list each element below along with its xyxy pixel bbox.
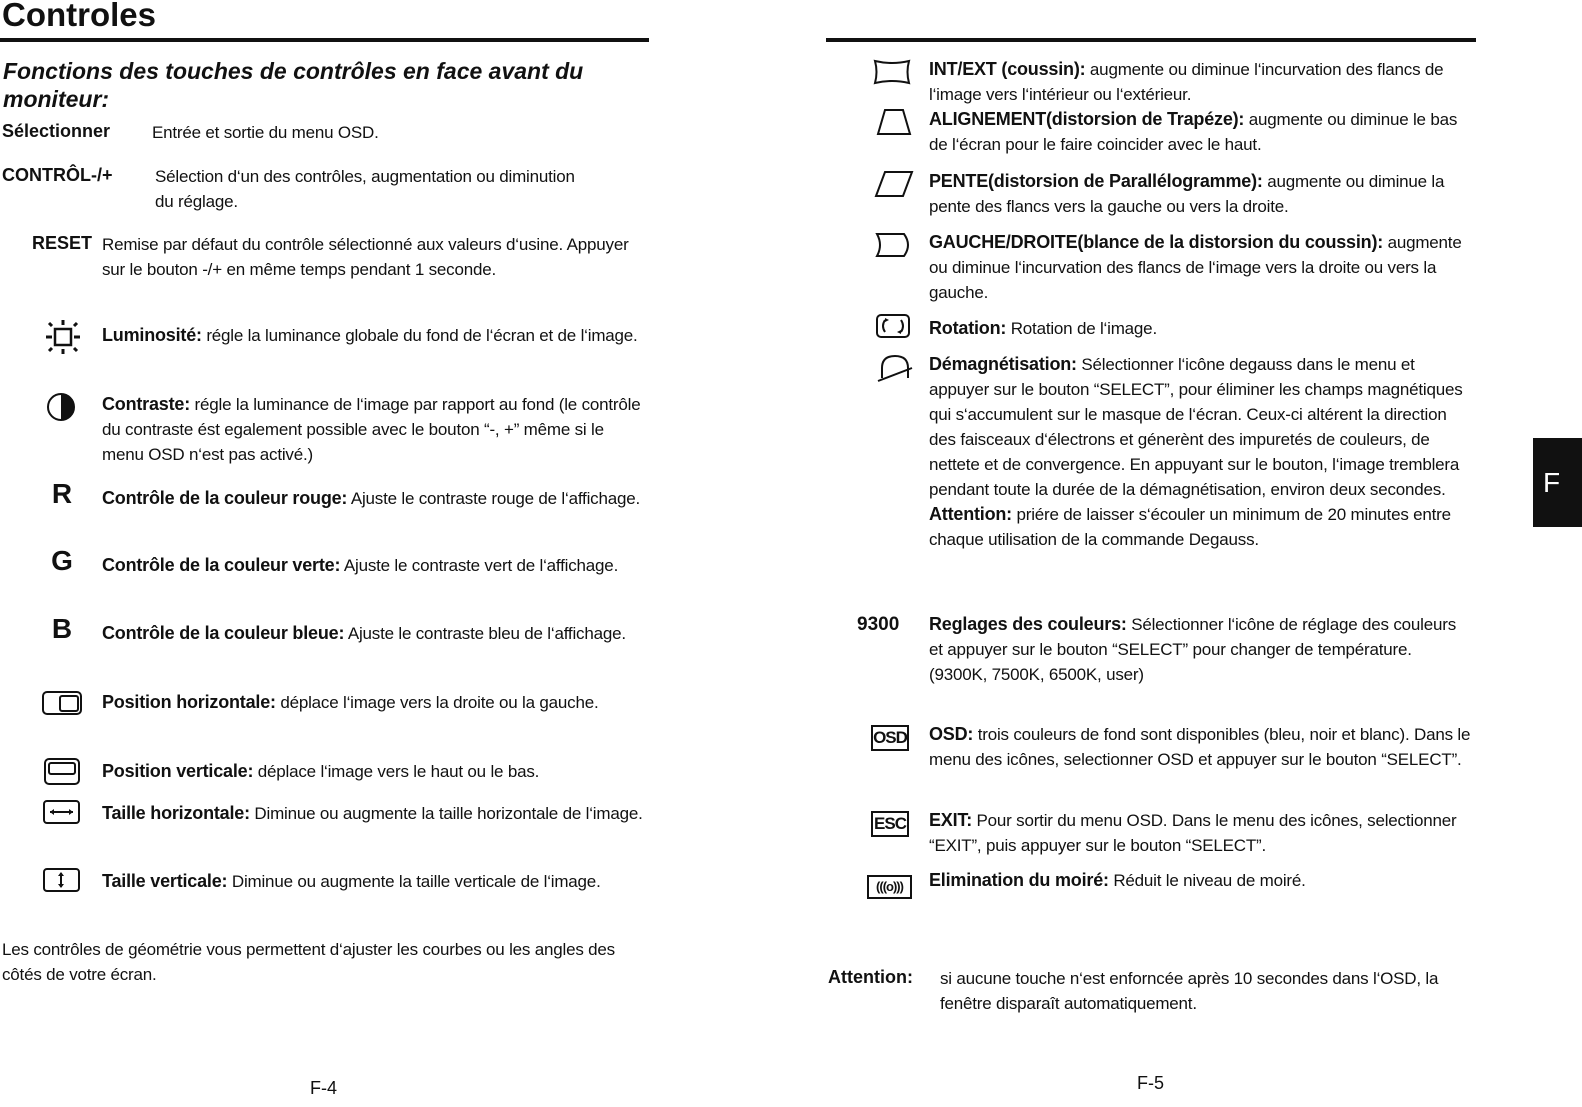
- language-tab: F: [1533, 438, 1582, 527]
- moire-icon: (((o))): [867, 875, 912, 899]
- rotation-icon: [876, 314, 912, 345]
- degauss-icon: [876, 352, 914, 389]
- item-brightness: Luminosité: régle la luminance globale du fond de l‘écran et de l‘image.: [102, 325, 638, 345]
- page-number-right: F-5: [1137, 1073, 1164, 1093]
- vertical-size-icon: [43, 868, 81, 899]
- horizontal-position-icon: [42, 691, 84, 722]
- section-subtitle: Fonctions des touches de contrôles en face avant du moniteur:: [3, 58, 584, 112]
- blue-letter: B: [51, 613, 73, 644]
- page-title: Controles: [2, 0, 157, 33]
- esc-icon: ESC: [871, 811, 909, 837]
- item-pin-balance: GAUCHE/DROITE(blance de la distorsion du coussin): augmente ou diminue l‘incurvation des flancs de l‘image vers la droite ou vers la gauche.: [929, 232, 1462, 302]
- control-label: CONTRÔL-/+: [2, 165, 113, 185]
- item-vpos: Position verticale: déplace l‘image vers le haut ou le bas.: [102, 761, 540, 781]
- item-exit: EXIT: Pour sortir du menu OSD. Dans le menu des icônes, selectionner “EXIT”, puis appuyer sur le bouton “SELECT”.: [929, 810, 1457, 855]
- item-degauss: Démagnétisation: Sélectionner l‘icône degauss dans le menu et appuyer sur le bouton “SELECT”, pour éliminer les champs magnétiques qui s‘accumulent sur le masque de l‘écran. Ceux-ci altérent la direction des faisceaux d‘électrons et génerènt des impuretés de couleurs, de nettete et de convergence. En appuyant sur le bouton, l‘image tremblera pendant toute la durée de la démagnétisation, environ deux secondes. Attention: priére de laisser s‘écouler un minimum de 20 minutes entre chaque utilisation de la commande Degauss.: [929, 354, 1463, 549]
- select-text: Entrée et sortie du menu OSD.: [152, 123, 379, 142]
- color-temp-label: 9300: [857, 614, 900, 635]
- item-contrast: Contraste: régle la luminance de l‘image par rapport au fond (le contrôle du contraste ést egalement possible avec le bouton “-, +” même si le menu OSD n‘est pas activé.): [102, 394, 641, 464]
- title-rule: [0, 38, 649, 42]
- green-letter: G: [51, 545, 73, 576]
- item-hpos: Position horizontale: déplace l‘image vers la droite ou la gauche.: [102, 692, 599, 712]
- pin-balance-icon: [874, 232, 914, 263]
- vertical-position-icon: [44, 758, 82, 791]
- page-number-left: F-4: [310, 1078, 337, 1098]
- osd-icon: OSD: [871, 725, 909, 751]
- horizontal-size-icon: [43, 800, 81, 831]
- item-osd: OSD: trois couleurs de fond sont disponibles (bleu, noir et blanc). Dans le menu des icônes, selectionner OSD et appuyer sur le bouton “SELECT”.: [929, 724, 1471, 769]
- attention-text: si aucune touche n‘est enforncée après 10 secondes dans l‘OSD, la fenêtre disparaît automatiquement.: [940, 969, 1439, 1013]
- item-red: Contrôle de la couleur rouge: Ajuste le contraste rouge de l‘affichage.: [102, 488, 640, 508]
- geometry-note: Les contrôles de géométrie vous permettent d‘ajuster les courbes ou les angles des côtés de votre écran.: [2, 940, 615, 984]
- item-green: Contrôle de la couleur verte: Ajuste le contraste vert de l‘affichage.: [102, 555, 619, 575]
- select-label: Sélectionner: [2, 121, 111, 141]
- item-rotation: Rotation: Rotation de l‘image.: [929, 318, 1157, 338]
- item-trapezoid: ALIGNEMENT(distorsion de Trapéze): augmente ou diminue le bas de l‘écran pour le faire coincider avec le haut.: [929, 109, 1458, 154]
- item-hsize: Taille horizontale: Diminue ou augmente la taille horizontale de l‘image.: [102, 803, 643, 823]
- parallelogram-icon: [874, 170, 914, 203]
- item-pincushion: INT/EXT (coussin): augmente ou diminue l‘incurvation des flancs de l‘image vers l‘intérieur ou l‘extérieur.: [929, 59, 1444, 104]
- trapezoid-icon: [876, 108, 912, 141]
- item-parallelogram: PENTE(distorsion de Parallélogramme): augmente ou diminue la pente des flancs vers la gauche ou vers la droite.: [929, 171, 1445, 216]
- item-blue: Contrôle de la couleur bleue: Ajuste le contraste bleu de l‘affichage.: [102, 623, 626, 643]
- right-rule: [826, 38, 1476, 42]
- red-letter: R: [51, 478, 73, 509]
- reset-label: RESET: [32, 233, 93, 253]
- brightness-icon: [44, 318, 82, 361]
- item-vsize: Taille verticale: Diminue ou augmente la taille verticale de l‘image.: [102, 871, 601, 891]
- contrast-icon: [45, 392, 77, 427]
- attention-label: Attention:: [828, 967, 913, 987]
- pincushion-icon: [873, 59, 911, 90]
- control-text: Sélection d‘un des contrôles, augmentation ou diminution du réglage.: [155, 167, 575, 211]
- item-color-temp: Reglages des couleurs: Sélectionner l‘icône de réglage des couleurs et appuyer sur le bouton “SELECT” pour changer de température. (9300K, 7500K, 6500K, user): [929, 614, 1456, 684]
- item-moire: Elimination du moiré: Réduit le niveau de moiré.: [929, 870, 1306, 890]
- reset-text: Remise par défaut du contrôle sélectionné aux valeurs d‘usine. Appuyer sur le bouton -/+ en même temps pendant 1 seconde.: [102, 235, 629, 279]
